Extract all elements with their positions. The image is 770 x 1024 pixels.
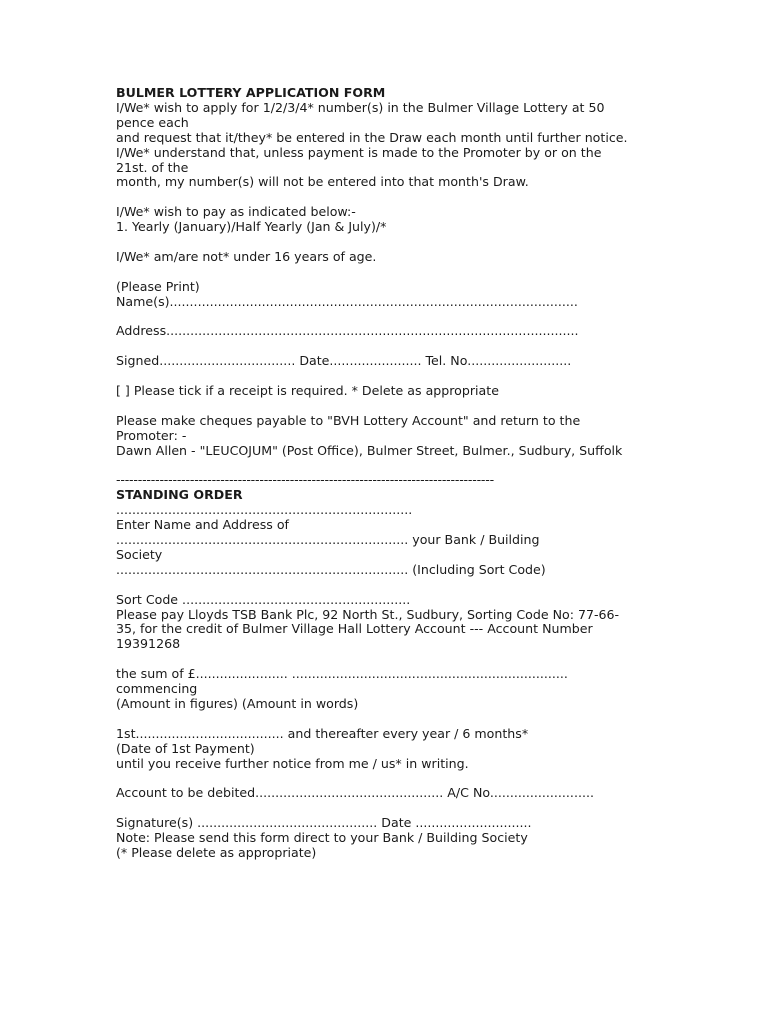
intro-line: I/We* wish to apply for 1/2/3/4* number(s) in the Bulmer Village Lottery at 50 [116,100,605,115]
signed-date-tel-line: Signed.................................. Date....................... Tel. No.......................... [116,354,572,369]
print-label: (Please Print) [116,279,200,294]
cheques-line: Promoter: - [116,428,187,443]
standing-order-title: STANDING ORDER [116,488,243,503]
first-payment-line: 1st..................................... and thereafter every year / 6 months* [116,726,529,741]
intro-line: I/We* understand that, unless payment is made to the Promoter by or on the [116,145,602,160]
receipt-checkbox-line: [ ] Please tick if a receipt is required. * Delete as appropriate [116,384,499,399]
intro-line: pence each [116,115,189,130]
payment-option: 1. Yearly (January)/Half Yearly (Jan & July)/* [116,220,387,235]
standing-order-line: ......................................................................... (Including Sort Code) [116,562,546,577]
sort-code-line: Sort Code ......................................................... [116,592,411,607]
note-line: (* Please delete as appropriate) [116,846,317,861]
standing-order-line: ......................................................................... your Bank / Building [116,533,540,548]
account-debited-line: Account to be debited............................................... A/C No.......................... [116,786,594,801]
first-payment-line: until you receive further notice from me / us* in writing. [116,756,469,771]
standing-order-line: .......................................................................... [116,503,413,518]
sum-line: the sum of £....................... ..................................................................... [116,667,568,682]
cheques-line: Please make cheques payable to "BVH Lottery Account" and return to the [116,413,581,428]
section-divider: --------------------------------------------------------------------------------------- [116,473,494,488]
intro-line: month, my number(s) will not be entered into that month's Draw. [116,175,529,190]
application-form-document [116,86,661,861]
note-line: Note: Please send this form direct to your Bank / Building Society [116,831,528,846]
address-field-line: Address....................................................................................................... [116,324,579,339]
account-number: 19391268 [116,637,181,652]
standing-order-line: Enter Name and Address of [116,518,289,533]
sum-line: commencing [116,682,198,697]
signature-date-line: Signature(s) ............................................. Date ............................. [116,816,532,831]
age-statement: I/We* am/are not* under 16 years of age. [116,249,377,264]
form-title: BULMER LOTTERY APPLICATION FORM [116,86,386,100]
standing-order-line: Society [116,547,163,562]
first-payment-line: (Date of 1st Payment) [116,741,255,756]
intro-line: and request that it/they* be entered in the Draw each month until further notice. [116,130,628,145]
intro-line: 21st. of the [116,160,189,175]
promoter-address: Dawn Allen - "LEUCOJUM" (Post Office), Bulmer Street, Bulmer., Sudbury, Suffolk [116,443,623,458]
names-field-line: Name(s)...................................................................................................... [116,294,578,309]
sum-line: (Amount in figures) (Amount in words) [116,697,359,711]
payment-line: I/We* wish to pay as indicated below:- [116,205,356,220]
bank-instruction-line: 35, for the credit of Bulmer Village Hall Lottery Account --- Account Number [116,622,593,637]
bank-instruction-line: Please pay Lloyds TSB Bank Plc, 92 North St., Sudbury, Sorting Code No: 77-66- [116,607,620,622]
